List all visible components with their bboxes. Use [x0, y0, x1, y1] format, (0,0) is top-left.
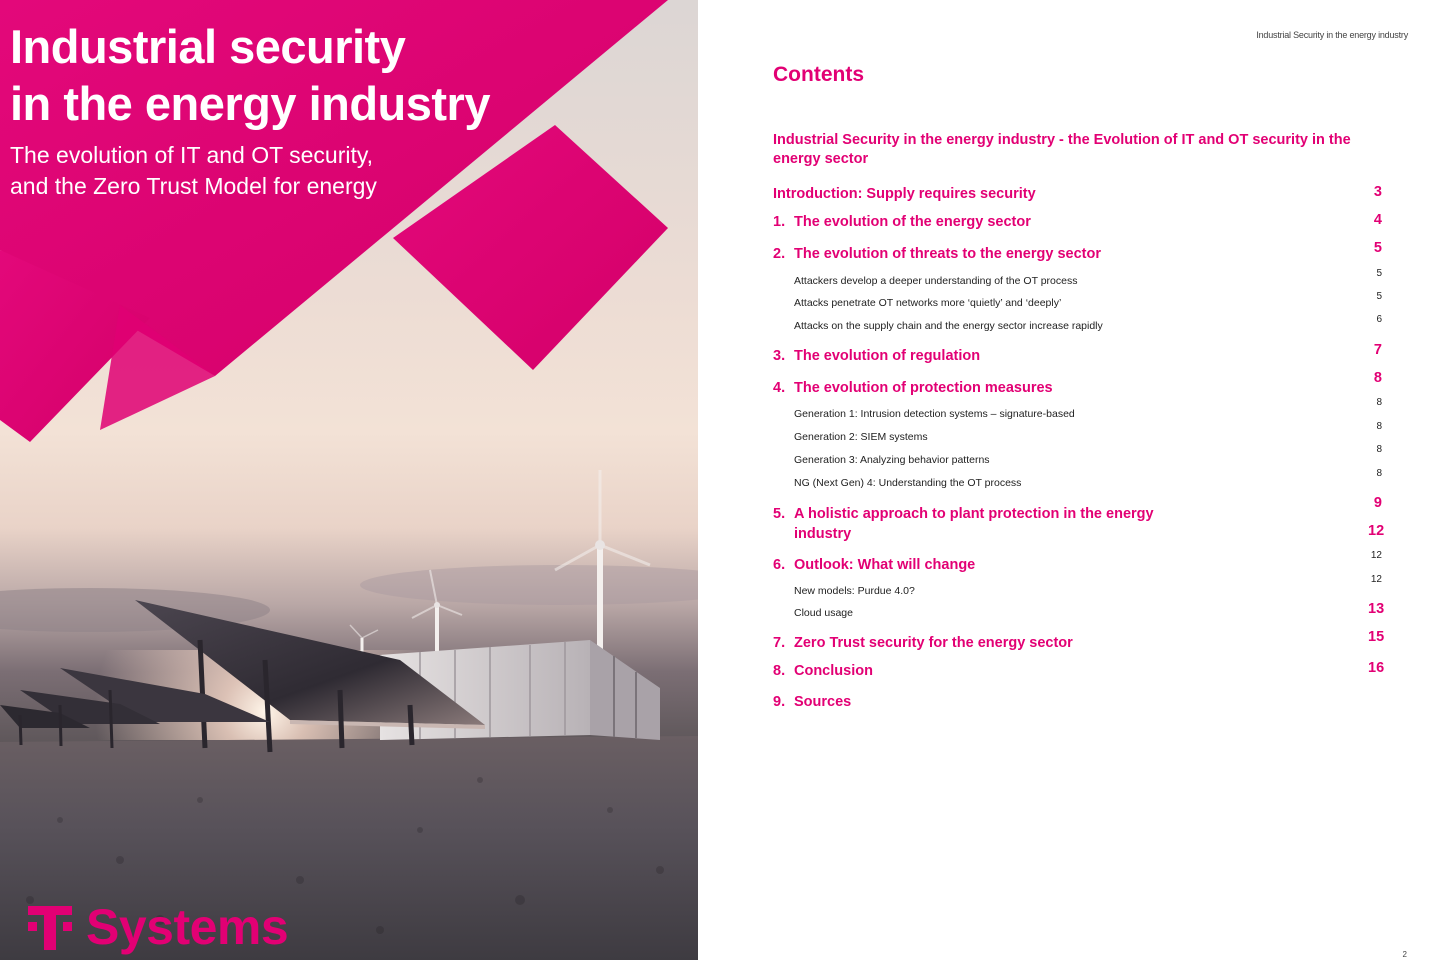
toc-page-number: 7	[1373, 342, 1382, 358]
cover-title-line-2: in the energy industry	[10, 77, 490, 130]
toc-subentry[interactable]: New models: Purdue 4.0?	[794, 585, 915, 597]
toc-page-number: 8	[1376, 468, 1382, 479]
toc-entry-number: 4.	[773, 380, 786, 396]
toc-entry-3[interactable]	[773, 346, 1379, 366]
toc-entry-2[interactable]	[773, 244, 1379, 264]
toc-entry-number: 2.	[773, 246, 786, 262]
brand-name: Systems	[86, 899, 289, 955]
page-number: 2	[1402, 950, 1407, 959]
toc-page-number: 8	[1373, 370, 1382, 386]
running-header: Industrial Security in the energy industry	[1256, 30, 1408, 40]
toc-page-number: 12	[1368, 523, 1385, 539]
cover-subtitle	[10, 140, 377, 202]
toc-page-number: 12	[1370, 550, 1382, 561]
toc-page-number: 9	[1373, 495, 1382, 511]
toc-page-number: 8	[1376, 421, 1382, 432]
toc-intro-block[interactable]: Industrial Security in the energy industry - the Evolution of IT and OT security in the energy sector	[773, 132, 1351, 167]
toc-entry-7[interactable]	[773, 633, 1379, 653]
toc-entry-4[interactable]	[773, 378, 1379, 398]
toc-subentry[interactable]: Cloud usage	[794, 607, 853, 619]
toc-entry-label: Sources	[794, 694, 852, 710]
toc-page-number: 6	[1376, 314, 1382, 325]
toc-entry-6[interactable]	[773, 555, 1379, 575]
contents-heading: Contents	[773, 63, 864, 86]
toc-entry-label: The evolution of regulation	[794, 348, 981, 364]
cover-title-line-1: Industrial security	[10, 20, 406, 73]
toc-entry-number: 5.	[773, 506, 786, 522]
toc-page-number: 5	[1376, 268, 1382, 279]
toc-page-number: 13	[1368, 601, 1385, 617]
toc-entry-1[interactable]	[773, 212, 1379, 232]
cover-title	[10, 18, 490, 132]
toc-entry-label: Introduction: Supply requires security	[773, 186, 1036, 202]
toc-subentry[interactable]: Attackers develop a deeper understanding of the OT process	[794, 275, 1078, 287]
toc-page-number: 8	[1376, 444, 1382, 455]
toc-entry-number: 8.	[773, 663, 786, 679]
toc-subentry[interactable]: Attacks on the supply chain and the energy sector increase rapidly	[794, 320, 1103, 332]
toc-page-number: 5	[1373, 240, 1382, 256]
toc-page-number: 5	[1376, 291, 1382, 302]
toc-page-number: 4	[1373, 212, 1382, 228]
toc-entry-label: Conclusion	[794, 663, 873, 679]
toc-subentry[interactable]: Attacks penetrate OT networks more ‘quietly’ and ‘deeply’	[794, 297, 1062, 309]
toc-entry-label: The evolution of protection measures	[794, 380, 1053, 396]
toc-entry-label: The evolution of threats to the energy sector	[794, 246, 1101, 262]
toc-subentry[interactable]: Generation 3: Analyzing behavior patterns	[794, 454, 990, 466]
toc-page-number: 8	[1376, 397, 1382, 408]
brand-logo	[26, 898, 288, 956]
contents-page	[698, 0, 1440, 960]
cover-page	[0, 0, 698, 960]
toc-subentry[interactable]: Generation 2: SIEM systems	[794, 431, 928, 443]
toc-entry-5[interactable]	[773, 504, 1379, 544]
cover-subtitle-line-2: and the Zero Trust Model for energy	[10, 173, 377, 199]
toc-entry-introduction[interactable]	[773, 184, 1379, 204]
telekom-t-logo-icon	[26, 902, 74, 952]
toc-page-number: 3	[1373, 184, 1382, 200]
toc-page-number: 16	[1368, 660, 1385, 676]
toc-entry-label: The evolution of the energy sector	[794, 214, 1031, 230]
toc-entry-label: Outlook: What will change	[794, 557, 976, 573]
toc-entry-label: A holistic approach to plant protection in the energy industry	[794, 506, 1154, 542]
toc-entry-label: Zero Trust security for the energy sector	[794, 635, 1073, 651]
toc-page-number: 15	[1368, 629, 1385, 645]
toc-entry-number: 7.	[773, 635, 786, 651]
toc-subentry[interactable]: Generation 1: Intrusion detection systems – signature-based	[794, 408, 1075, 420]
toc-entry-number: 9.	[773, 694, 786, 710]
cover-subtitle-line-1: The evolution of IT and OT security,	[10, 142, 374, 168]
toc-page-number: 12	[1370, 574, 1382, 585]
toc-entry-number: 6.	[773, 557, 786, 573]
toc-subentry[interactable]: NG (Next Gen) 4: Understanding the OT process	[794, 477, 1022, 489]
toc-entry-number: 1.	[773, 214, 786, 230]
toc-entry-number: 3.	[773, 348, 786, 364]
toc-entry-9[interactable]	[773, 692, 1379, 712]
toc-entry-8[interactable]	[773, 661, 1379, 681]
